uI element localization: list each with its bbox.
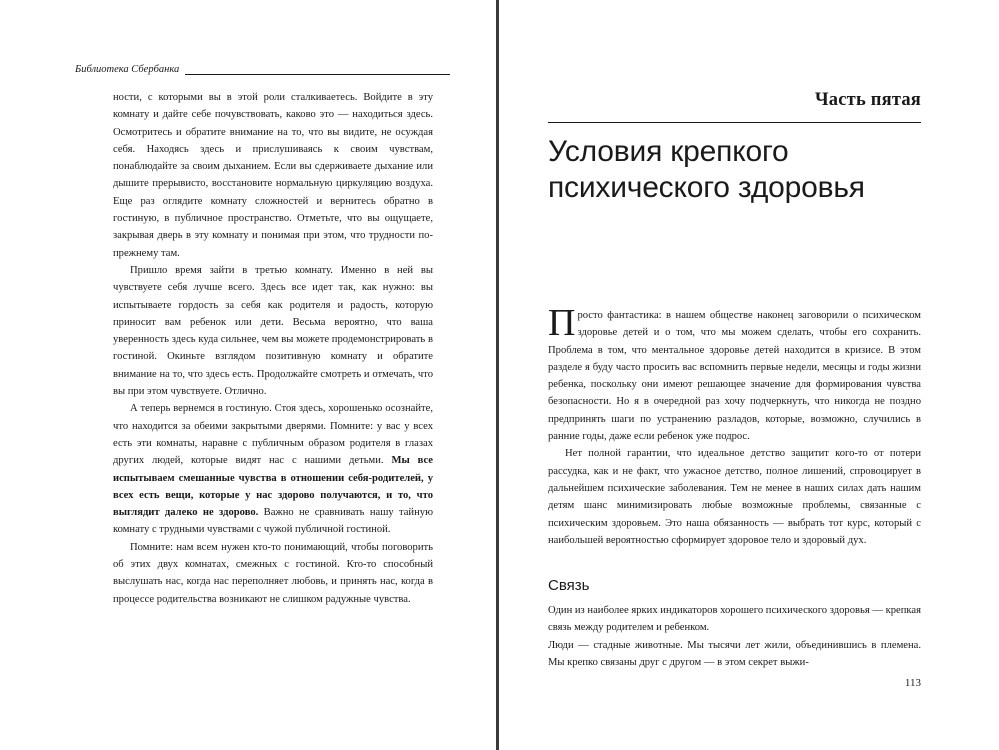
- paragraph: [113, 400, 433, 538]
- running-head-rule: [185, 74, 450, 75]
- paragraph-text: Важно не сравнивать нашу тайную комнату с трудными чувствами с чужой публичной гостиной.: [113, 507, 433, 536]
- paragraph: Нет полной гарантии, что идеальное детство защитит кого-то от потери рассудка, как и не факт, что ужасное детство, полное лишений, спровоцирует в дальнейшем психические заболевания. Тем не менее в наших силах дать нашим детям шанс минимизировать любые возможные проблемы, связанные с психическим здоровьем. Это наша обязанность — выбрать тот курс, который с наибольшей вероятностью сформирует здоровое тело и здоровый дух.: [548, 448, 921, 546]
- intro-paragraph: [548, 302, 921, 445]
- paragraph-text: росто фантастика: в нашем обществе наконец заговорили о психическом здоровье детей и о том, что мы можем сделать, чтобы его сохранить. Проблема в том, что ментальное здоровье детей находится в кризисе. В этом разделе я буду часто просить вас вспомнить первые недели, месяцы и годы жизни ребенка, поскольку они имеют решающее значение для формирования чувства безопасности. Но я в очередной раз хочу подчеркнуть, что никогда не поздно предпринять шаги по устранению разладов, которые, возможно, случились в ранние годы, даже если ребенок уже подрос.: [548, 310, 921, 443]
- section-text-column: [548, 602, 921, 671]
- page-number: 113: [904, 677, 921, 689]
- paragraph-text: А теперь вернемся в гостиную. Стоя здесь, хорошенько осознайте, что находится за обеими закрытыми дверями. Помните: у вас у всех есть эти комнаты, наравне с публичным образом родителя в глазах других людей, которые видят нас с нашими детьми.: [113, 403, 433, 467]
- right-text-column: [548, 302, 921, 549]
- part-rule: [548, 122, 921, 123]
- drop-cap: П: [548, 302, 576, 344]
- paragraph: Пришло время зайти в третью комнату. Именно в ней вы чувствуете себя лучше всего. Здесь все идет так, как нужно: вы испытываете гордость за себя как родителя и радость, которую приносит вам ребенок или дети. Весьма вероятно, что ваша уверенность здесь куда сильнее, чем вы можете продемонстрировать в гостиной. Окиньте взглядом позитивную комнату и обратите внимание на то, что здесь есть. Продолжайте смотреть и отмечать, что вы при этом чувствуете. Отлично.: [113, 264, 433, 398]
- part-title: Часть пятая: [815, 90, 921, 110]
- bold-emphasis: Мы все испытываем смешанные чувства в отношении себя-родителей, у всех есть вещи, которые у нас здорово получаются, и то, что выглядит далеко не здорово.: [113, 455, 433, 519]
- paragraph: Люди — стадные животные. Мы тысячи лет жили, объединившись в племена. Мы крепко связаны друг с другом — в этом секрет выжи-: [548, 639, 921, 668]
- running-head: Библиотека Сбербанка: [75, 64, 180, 75]
- paragraph: ности, с которыми вы в этой роли сталкиваетесь. Войдите в эту комнату и дайте себе почувствовать, каково это — находиться здесь. Осмотритесь и обратите внимание на то, что вы видите, не осуждая себя. Находясь здесь и прислушиваясь к своим чувствам, понаблюдайте за своим дыханием. Если вы сдерживаете дыхание или дышите прерывисто, восстановите нормальную циркуляцию воздуха. Еще раз оглядите комнату сложностей и вернитесь обратно в гостиную, в публичное пространство. Отметьте, что вы ощущаете, закрывая дверь в эту комнату и понимая при этом, что трудности по-прежнему там.: [113, 92, 433, 259]
- section-heading: Связь: [548, 577, 590, 594]
- paragraph: Помните: нам всем нужен кто-то понимающий, чтобы поговорить об этих двух комнатах, смежных с гостиной. Кто-то способный выслушать нас, когда нас переполняет любовь, и принять нас, когда в процессе родительства возникают не слишком радужные чувства.: [113, 541, 433, 605]
- left-page: [0, 0, 497, 750]
- chapter-title: Условия крепкого психического здоровья: [548, 135, 865, 204]
- paragraph: Один из наиболее ярких индикаторов хорошего психического здоровья — крепкая связь между родителем и ребенком.: [548, 605, 921, 634]
- left-text-column: [113, 89, 433, 608]
